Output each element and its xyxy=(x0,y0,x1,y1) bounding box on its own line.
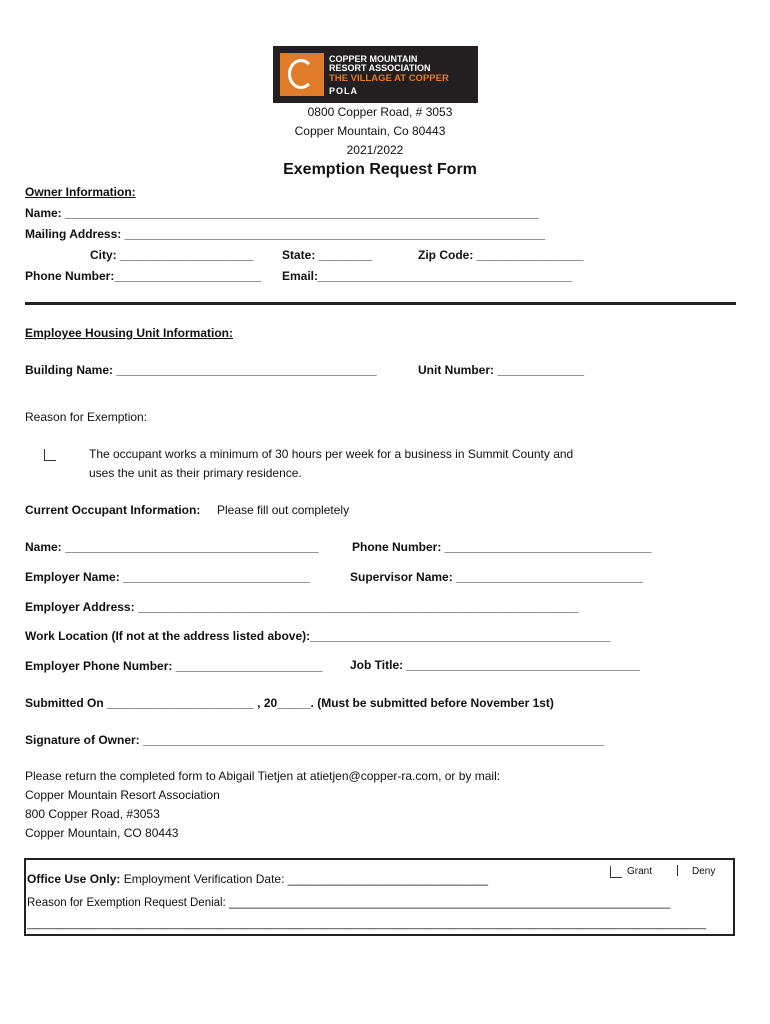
owner-phone-field[interactable]: Phone Number:______________________ xyxy=(25,269,262,283)
deny-checkbox[interactable] xyxy=(677,865,678,876)
reason-checkbox[interactable] xyxy=(44,449,56,461)
verification-date-field[interactable]: Employment Verification Date: ______________________________ xyxy=(123,872,488,886)
office-use-label: Office Use Only: xyxy=(27,872,121,886)
return-org: Copper Mountain Resort Association xyxy=(25,788,220,802)
submitted-on-field[interactable]: Submitted On ______________________ , 20_____. (Must be submitted before November 1st) xyxy=(25,696,554,710)
owner-state-field[interactable]: State: ________ xyxy=(282,248,373,262)
employer-phone-field[interactable]: Employer Phone Number: ______________________ xyxy=(25,659,323,673)
reason-text-line-2: uses the unit as their primary residence. xyxy=(89,466,302,480)
reason-text-line-1: The occupant works a minimum of 30 hours per week for a business in Summit County and xyxy=(89,447,574,461)
grant-label: Grant xyxy=(627,866,653,877)
owner-city-field[interactable]: City: ____________________ xyxy=(90,248,254,262)
logo-line-1: COPPER MOUNTAIN xyxy=(329,54,418,64)
owner-mailing-field[interactable]: Mailing Address: _______________________________________________________________ xyxy=(25,227,546,241)
denial-reason-field[interactable]: Reason for Exemption Request Denial: _____________________________________________________________________ xyxy=(27,897,671,909)
page-title: Exemption Request Form xyxy=(283,161,477,178)
reason-label: Reason for Exemption: xyxy=(25,410,148,424)
deny-label: Deny xyxy=(692,866,716,877)
housing-heading: Employee Housing Unit Information: xyxy=(25,326,234,340)
building-name-field[interactable]: Building Name: _______________________________________ xyxy=(25,363,377,377)
association-logo xyxy=(273,46,478,103)
occupant-heading: Current Occupant Information: xyxy=(25,503,201,517)
employer-address-field[interactable]: Employer Address: __________________________________________________________________ xyxy=(25,600,579,614)
logo-line-3: THE VILLAGE AT COPPER xyxy=(329,73,449,84)
return-street: 800 Copper Road, #3053 xyxy=(25,807,160,821)
supervisor-name-field[interactable]: Supervisor Name: ____________________________ xyxy=(350,570,643,584)
grant-checkbox[interactable] xyxy=(610,866,622,878)
section-divider xyxy=(25,302,736,305)
occupant-name-field[interactable]: Name: ______________________________________ xyxy=(25,540,319,554)
work-location-field[interactable]: Work Location (If not at the address listed above):_____________________________________________ xyxy=(25,629,611,643)
job-title-field[interactable]: Job Title: ___________________________________ xyxy=(350,658,641,672)
logo-line-2: RESORT ASSOCIATION xyxy=(329,63,431,73)
owner-signature-field[interactable]: Signature of Owner: _____________________________________________________________________ xyxy=(25,733,604,747)
address-line-1: 0800 Copper Road, # 3053 xyxy=(307,105,453,119)
owner-heading: Owner Information: xyxy=(25,185,136,199)
occupant-phone-field[interactable]: Phone Number: _______________________________ xyxy=(352,540,652,554)
address-line-2: Copper Mountain, Co 80443 xyxy=(294,124,446,138)
office-verification-row xyxy=(27,872,488,886)
occupant-note: Please fill out completely xyxy=(217,503,350,517)
copper-c-icon xyxy=(280,53,324,96)
logo-line-4: POLA xyxy=(329,86,359,96)
denial-reason-line-2[interactable]: _______________________________________________________________________________________________________________ xyxy=(27,918,707,930)
unit-number-field[interactable]: Unit Number: _____________ xyxy=(418,363,585,377)
owner-zip-field[interactable]: Zip Code: ________________ xyxy=(418,248,584,262)
return-city: Copper Mountain, CO 80443 xyxy=(25,826,179,840)
form-year: 2021/2022 xyxy=(346,143,404,157)
employer-name-field[interactable]: Employer Name: ____________________________ xyxy=(25,570,310,584)
return-instructions: Please return the completed form to Abigail Tietjen at atietjen@copper-ra.com, or by mail: xyxy=(25,769,501,783)
owner-email-field[interactable]: Email:______________________________________ xyxy=(282,269,572,283)
owner-name-field[interactable]: Name: _______________________________________________________________________ xyxy=(25,206,539,220)
